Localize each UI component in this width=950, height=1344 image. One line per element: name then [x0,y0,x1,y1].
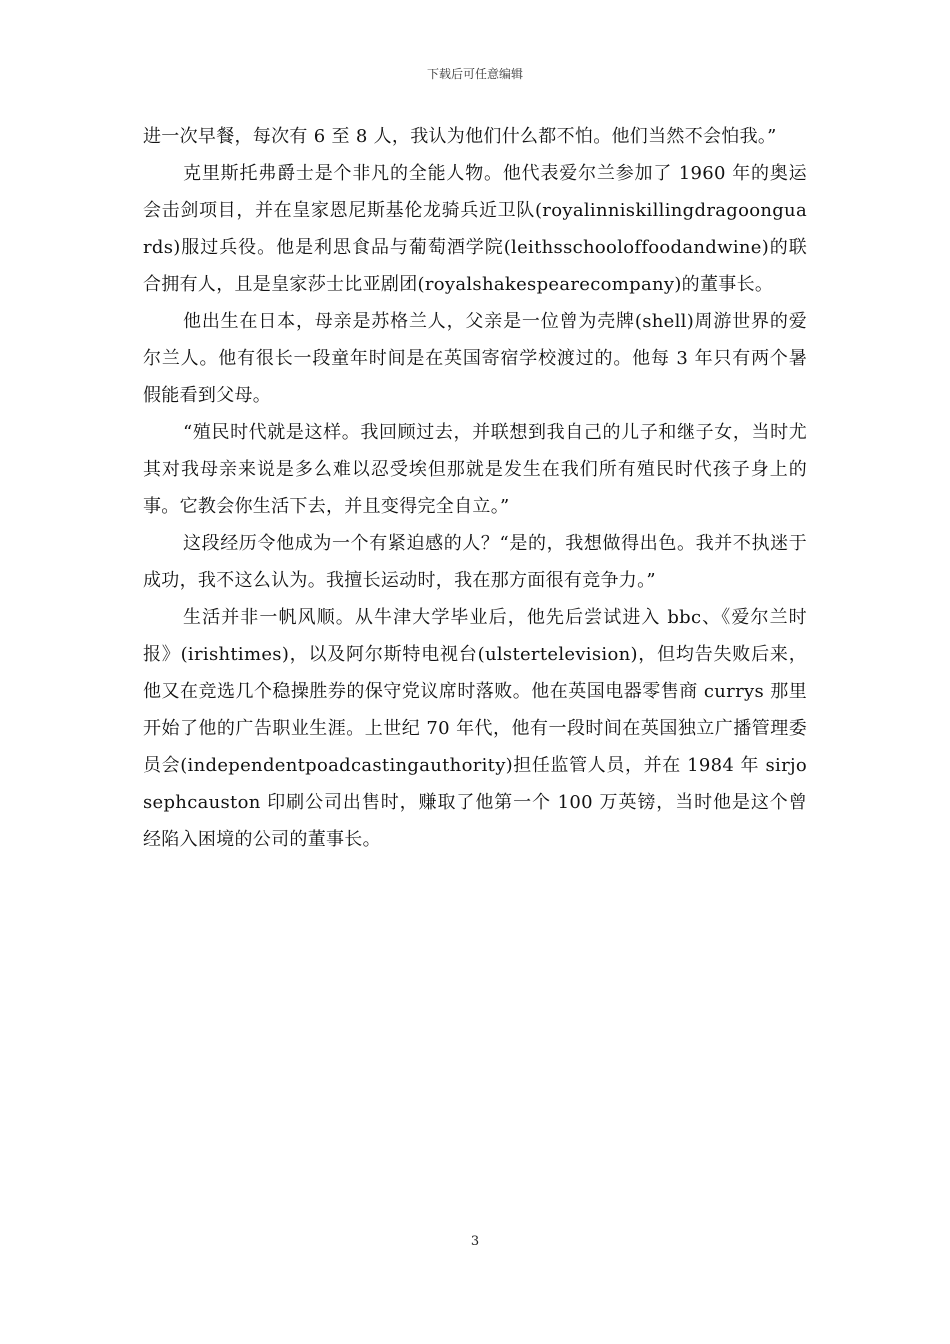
paragraph-6: 生活并非一帆风顺。从牛津大学毕业后，他先后尝试进入 bbc、《爱尔兰时报》(irishtimes)，以及阿尔斯特电视台(ulstertelevision)，但均告失败后来，他又在竞选几个稳操胜券的保守党议席时落败。他在英国电器零售商 currys 那里开始了他的广告职业生涯。上世纪 70 年代，他有一段时间在英国独立广播管理委员会(independentpoadcastingauthority)担任监管人员，并在 1984 年 sirjosephcauston 印刷公司出售时，赚取了他第一个 100 万英镑，当时他是这个曾经陷入困境的公司的董事长。 [143,607,807,850]
paragraph-5: 这段经历令他成为一个有紧迫感的人？“是的，我想做得出色。我并不执迷于成功，我不这么认为。我擅长运动时，我在那方面很有竞争力。” [143,533,807,591]
paragraph-1: 进一次早餐，每次有 6 至 8 人，我认为他们什么都不怕。他们当然不会怕我。” [143,126,777,147]
paragraph-3: 他出生在日本，母亲是苏格兰人，父亲是一位曾为壳牌(shell)周游世界的爱尔兰人。他有很长一段童年时间是在英国寄宿学校渡过的。他每 3 年只有两个暑假能看到父母。 [143,311,807,406]
page-number: 3 [470,1234,480,1249]
paragraph-2: 克里斯托弗爵士是个非凡的全能人物。他代表爱尔兰参加了 1960 年的奥运会击剑项目，并在皇家恩尼斯基伦龙骑兵近卫队(royalinniskillingdragoonguards)服过兵役。他是利思食品与葡萄酒学院(leithsschooloffoodandwine)的联合拥有人，且是皇家莎士比亚剧团(royalshakespearecompany)的董事长。 [143,163,807,295]
paragraph-4: “殖民时代就是这样。我回顾过去，并联想到我自己的儿子和继子女，当时尤其对我母亲来说是多么难以忍受埃但那就是发生在我们所有殖民时代孩子身上的事。它教会你生活下去，并且变得完全自立。” [143,422,807,517]
document-body [143,118,807,858]
page-header: 下载后可任意编辑 [426,67,523,81]
